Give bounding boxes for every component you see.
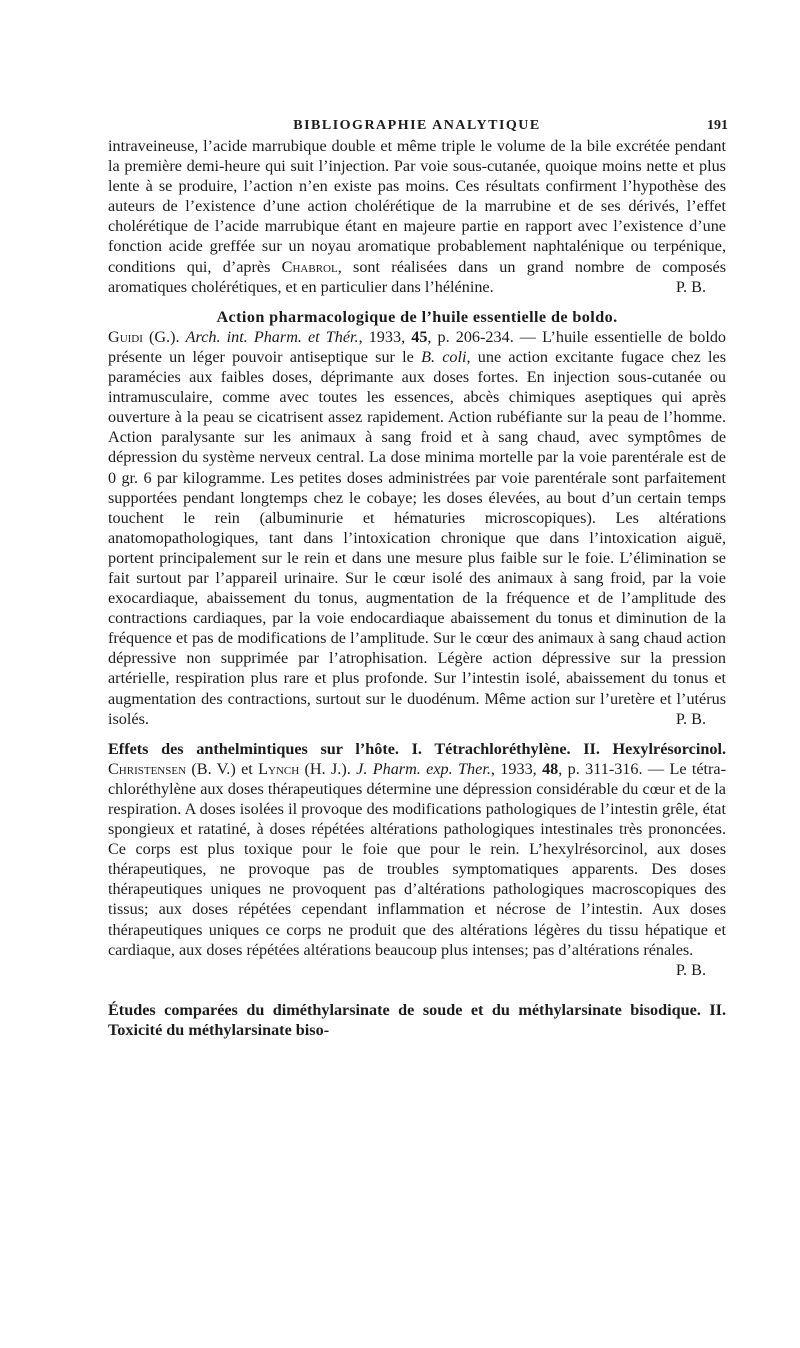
article-body: Effets des anthelmintiques sur l’hôte. I. Tétrachloréthylène. II. Hexylrésorcinol. Christensen (B. V.) et Lynch (H. J.). J. Pharm. exp. Ther., 1933, 48, p. 311-316. — Le tétra-chloréthylène aux doses thérapeutiques détermine une dépression considérable du cœur et de la respiration. A doses isolées il provoque des modifications pathologiques de l’intestin grêle, état spongieux et ratatiné, à doses répétées altérations pathologiques intestinales très prononcées. Ce corps est plus toxique pour le foie que pour le rein. L’hexylrésorcinol, aux doses thérapeutiques, ne provoque pas de troubles symptomatiques apparents. Des doses thérapeutiques uniques ne provoquent pas d’altérations pathologiques macroscopiques des tissus; aux doses répétées cependant inflammation et nécrose de l’intestin. Aux doses thérapeutiques uniques ce corps ne produit que des altérations légères du tissu hépatique et cardiaque, aux doses répétées altérations beaucoup plus intenses; pas d’altérations rénales. P. B. — [108, 739, 727, 979]
author-name: Guidi — [108, 327, 143, 346]
author-name: Lynch — [258, 759, 300, 778]
author-ref: Chabrol — [281, 257, 338, 276]
author-name: Christensen — [108, 759, 187, 778]
signature: P. B. — [675, 960, 706, 979]
continuation-text: intraveineuse, l’acide marrubique double et même triple le volume de la bile excrétée pendant la première demi-heure qui suit l’injection. Par voie sous-cutanée, quoique moins nette et plus lente à se produire, l’action n’en existe pas moins. Ces résultats confirment l’hypothèse des auteurs de l’existence d’une action cholérétique de la marrubine et de ses dérivés, l’effet cholérétique de l’acide marrubique étant en majeure partie en rapport avec l’existence d’une fonction acide greffée sur un noyau aromatique probablement naphtalénique ou terpénique, conditions qui, d’après Chabrol, sont réalisées dans un grand nombre de composés aromatiques cholérétiques, et en particulier dans l’hélénine. P. B. — [108, 137, 726, 296]
page-number: 191 — [707, 118, 728, 133]
article-body: Guidi (G.). Arch. int. Pharm. et Thér., 1933, 45, p. 206-234. — L’huile essentielle de boldo présente un léger pouvoir antiseptique sur le B. coli, une action excitante fugace chez les paramécies aux faibles doses, déprimante aux doses fortes. En injection sous-cutanée ou intramusculaire, comme avec toutes les essences, abcès chimiques aseptiques qui après ouverture à la peau se cicatrisent assez rapidement. Action rubéfiante sur la peau de l’homme. Action paralysante sur les animaux à sang froid et à sang chaud, avec symptômes de dépression du système nerveux central. La dose minima mortelle par la voie parentérale est de 0 gr. 6 par kilogramme. Les petites doses administrées par voie parentérale sont parfaitement supportées pendant longtemps chez le cobaye; les doses élevées, au bout d’un certain temps touchent le rein (albuminurie et hématuries microscopiques). Les altérations anatomopathologiques, tant dans l’intoxication chronique que dans l’intoxication aiguë, portent principalement sur le rein et dans une mesure plus faible sur le foie. L’élimination se fait surtout par l’appareil urinaire. Sur le cœur isolé des animaux à sang froid, par la voie exocardiaque, abaissement du tonus, augmentation de la fréquence et de l’amplitude des contractions cardiaques, par la voie endocardiaque abaissement du tonus et diminution de la fréquence et pas de modifications de l’amplitude. Sur le cœur des animaux à sang chaud action dépressive non supprimée par l’atrophisation. Légère action dépressive sur la pression artérielle, respiration plus rare et plus profonde. Sur l’intestin isolé, abaissement du tonus et augmentation des contractions, surtout sur le duodénum. Même action sur l’uretère et l’utérus isolés. P. B. — [108, 327, 727, 728]
page — [108, 110, 726, 1040]
article-title: Études comparées du diméthylarsinate de soude et du méthylarsinate bisodique. II. Toxicité du méthylarsinate biso- — [108, 1000, 726, 1039]
volume-number: 48 — [542, 759, 559, 778]
article-boldo — [108, 307, 726, 729]
article-anthelmintiques — [108, 739, 726, 980]
page-header — [108, 110, 726, 136]
article-title: Effets des anthelmintiques sur l’hôte. I. Tétrachloréthylène. II. Hexylrésorcinol. — [108, 739, 726, 758]
journal-name: J. Pharm. exp. Ther. — [356, 759, 491, 778]
journal-name: Arch. int. Pharm. et Thér. — [185, 327, 359, 346]
running-title: BIBLIOGRAPHIE ANALYTIQUE — [293, 118, 541, 133]
signature: P. B. — [675, 277, 706, 296]
continuation-paragraph — [108, 136, 726, 297]
article-arsinates — [108, 1000, 726, 1040]
volume-number: 45 — [411, 327, 428, 346]
species-name: B. coli — [421, 347, 467, 366]
signature: P. B. — [675, 709, 706, 728]
article-title: Action pharmacologique de l’huile essentielle de boldo. — [216, 307, 618, 326]
